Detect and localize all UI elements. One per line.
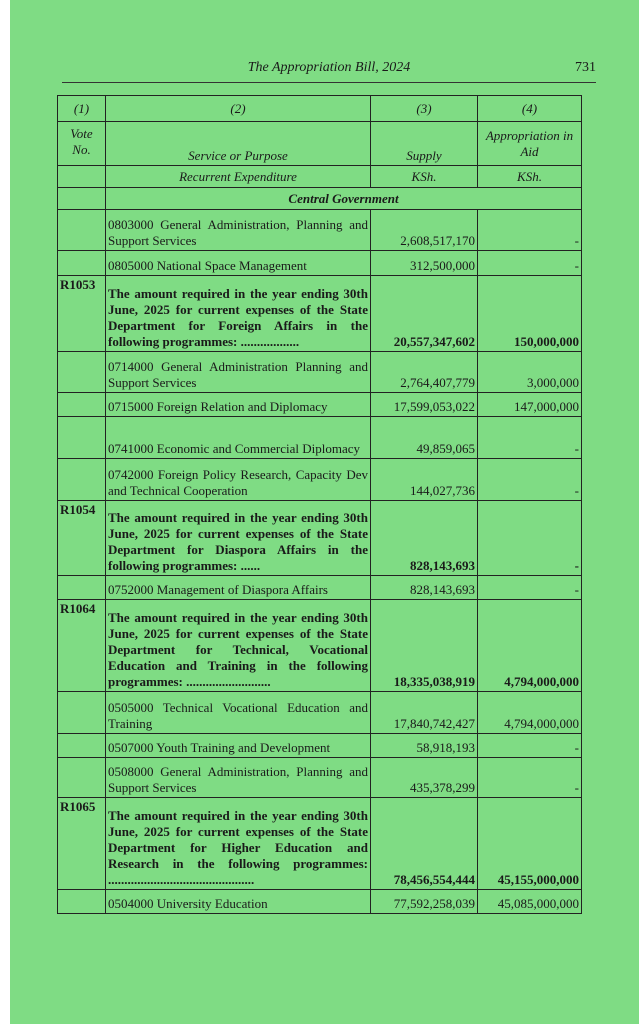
aia-cell: 45,085,000,000	[478, 890, 582, 914]
supply-cell: 49,859,065	[371, 417, 478, 459]
vote-number-cell	[58, 251, 106, 276]
page-header	[62, 60, 596, 83]
supply-cell: 828,143,693	[371, 501, 478, 576]
page-number: 731	[575, 60, 596, 75]
supply-cell: 18,335,038,919	[371, 600, 478, 692]
vote-number-cell	[58, 459, 106, 501]
purpose-cell: The amount required in the year ending 30th June, 2025 for current expenses of the State Department for Technical, Vocational Education and Training in the following programmes: ..........................	[106, 600, 371, 692]
section-spacer	[58, 188, 106, 210]
programme-row	[58, 734, 582, 758]
aia-cell: -	[478, 758, 582, 798]
vote-number-cell	[58, 734, 106, 758]
aia-cell: -	[478, 734, 582, 758]
col3-label: Supply	[371, 122, 478, 166]
col4-number: (4)	[478, 96, 582, 122]
aia-cell: -	[478, 210, 582, 251]
purpose-cell: 0715000 Foreign Relation and Diplomacy	[106, 393, 371, 417]
vote-number-cell: R1053	[58, 276, 106, 352]
programme-row	[58, 692, 582, 734]
purpose-cell: The amount required in the year ending 30th June, 2025 for current expenses of the State Department for Diaspora Affairs in the following programmes: ......	[106, 501, 371, 576]
supply-cell: 435,378,299	[371, 758, 478, 798]
programme-row	[58, 758, 582, 798]
purpose-cell: 0505000 Technical Vocational Education and Training	[106, 692, 371, 734]
vote-number-cell	[58, 576, 106, 600]
supply-cell: 77,592,258,039	[371, 890, 478, 914]
supply-cell: 78,456,554,444	[371, 798, 478, 890]
aia-cell: -	[478, 417, 582, 459]
aia-cell: 4,794,000,000	[478, 600, 582, 692]
programme-row	[58, 210, 582, 251]
vote-number-cell: R1054	[58, 501, 106, 576]
purpose-cell: The amount required in the year ending 30th June, 2025 for current expenses of the State Department for Higher Education and Research in the following programmes: .............................................	[106, 798, 371, 890]
aia-cell: 3,000,000	[478, 352, 582, 393]
supply-cell: 828,143,693	[371, 576, 478, 600]
column-subheader-row	[58, 166, 582, 188]
col1-sub	[58, 166, 106, 188]
supply-cell: 20,557,347,602	[371, 276, 478, 352]
supply-cell: 17,840,742,427	[371, 692, 478, 734]
purpose-cell: 0508000 General Administration, Planning and Support Services	[106, 758, 371, 798]
vote-row	[58, 276, 582, 352]
col1-label: Vote No.	[58, 122, 106, 166]
programme-row	[58, 459, 582, 501]
aia-cell: 45,155,000,000	[478, 798, 582, 890]
aia-cell: -	[478, 576, 582, 600]
vote-number-cell	[58, 758, 106, 798]
vote-number-cell	[58, 210, 106, 251]
col2-number: (2)	[106, 96, 371, 122]
vote-number-cell	[58, 417, 106, 459]
purpose-cell: 0714000 General Administration Planning and Support Services	[106, 352, 371, 393]
column-label-row	[58, 122, 582, 166]
col2-label: Service or Purpose	[106, 122, 371, 166]
purpose-cell: 0752000 Management of Diaspora Affairs	[106, 576, 371, 600]
section-heading: Central Government	[106, 188, 582, 210]
aia-cell: 4,794,000,000	[478, 692, 582, 734]
purpose-cell: 0741000 Economic and Commercial Diplomacy	[106, 417, 371, 459]
programme-row	[58, 251, 582, 276]
vote-number-cell	[58, 692, 106, 734]
section-row	[58, 188, 582, 210]
aia-cell: -	[478, 251, 582, 276]
supply-cell: 312,500,000	[371, 251, 478, 276]
programme-row	[58, 417, 582, 459]
vote-row	[58, 798, 582, 890]
purpose-cell: 0742000 Foreign Policy Research, Capacity Dev and Technical Cooperation	[106, 459, 371, 501]
programme-row	[58, 393, 582, 417]
vote-number-cell	[58, 352, 106, 393]
purpose-cell: 0805000 National Space Management	[106, 251, 371, 276]
col3-number: (3)	[371, 96, 478, 122]
purpose-cell: 0504000 University Education	[106, 890, 371, 914]
supply-cell: 58,918,193	[371, 734, 478, 758]
aia-cell: 150,000,000	[478, 276, 582, 352]
programme-row	[58, 576, 582, 600]
vote-number-cell	[58, 393, 106, 417]
supply-cell: 2,764,407,779	[371, 352, 478, 393]
column-number-row	[58, 96, 582, 122]
col1-number: (1)	[58, 96, 106, 122]
purpose-cell: 0803000 General Administration, Planning and Support Services	[106, 210, 371, 251]
aia-cell: -	[478, 459, 582, 501]
appropriation-table	[57, 95, 582, 914]
col2-sub: Recurrent Expenditure	[106, 166, 371, 188]
aia-cell: -	[478, 501, 582, 576]
aia-cell: 147,000,000	[478, 393, 582, 417]
vote-number-cell	[58, 890, 106, 914]
vote-row	[58, 501, 582, 576]
vote-number-cell: R1064	[58, 600, 106, 692]
col4-sub: KSh.	[478, 166, 582, 188]
col3-sub: KSh.	[371, 166, 478, 188]
programme-row	[58, 890, 582, 914]
supply-cell: 144,027,736	[371, 459, 478, 501]
purpose-cell: The amount required in the year ending 30th June, 2025 for current expenses of the State Department for Foreign Affairs in the following programmes: ..................	[106, 276, 371, 352]
programme-row	[58, 352, 582, 393]
supply-cell: 2,608,517,170	[371, 210, 478, 251]
document-title: The Appropriation Bill, 2024	[247, 60, 411, 75]
supply-cell: 17,599,053,022	[371, 393, 478, 417]
col4-label: Appropriation in Aid	[478, 122, 582, 166]
vote-row	[58, 600, 582, 692]
purpose-cell: 0507000 Youth Training and Development	[106, 734, 371, 758]
vote-number-cell: R1065	[58, 798, 106, 890]
